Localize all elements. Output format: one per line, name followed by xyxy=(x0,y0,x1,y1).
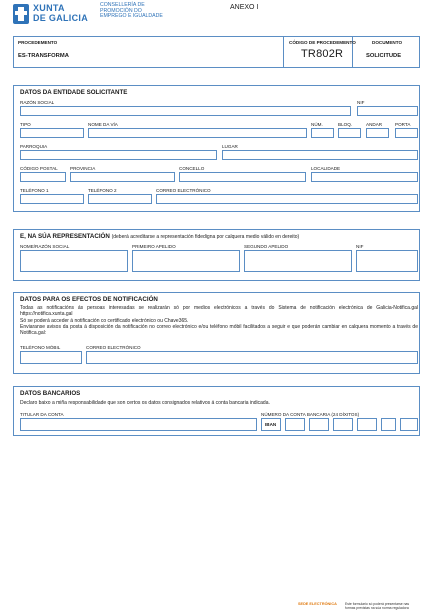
localidade-label: LOCALIDADE xyxy=(311,166,341,171)
iban-group-2[interactable] xyxy=(309,418,329,431)
rep-segundo-apelido-label: SEGUNDO APELIDO xyxy=(244,244,289,249)
applicant-nif-label: NIF xyxy=(357,100,365,105)
rep-primeiro-apelido-field[interactable] xyxy=(132,250,240,272)
concello-label: CONCELLO xyxy=(179,166,205,171)
num-field[interactable] xyxy=(311,128,334,138)
department-line-2: PROMOCIÓN DO xyxy=(100,7,142,14)
department-line-1: CONSELLERÍA DE xyxy=(100,2,145,8)
bank-iban-label: IBAN xyxy=(265,422,277,427)
num-label: NÚM. xyxy=(311,122,323,127)
porta-label: PORTA xyxy=(395,122,411,127)
representation-title xyxy=(20,233,299,241)
porta-field[interactable] xyxy=(395,128,418,138)
annex-label: ANEXO I xyxy=(230,4,259,11)
telefono2-label: TELÉFONO 2 xyxy=(88,188,117,193)
bank-declaration: Declaro baixo a miña responsabilidade que son certos os datos consignados relativos á conta bancaria indicada. xyxy=(20,400,270,406)
rep-nif-field[interactable] xyxy=(356,250,418,272)
tipo-label: TIPO xyxy=(20,122,31,127)
logo-cross-horizontal xyxy=(15,11,27,15)
bank-holder-field[interactable] xyxy=(20,418,257,431)
correo-field[interactable] xyxy=(156,194,418,204)
procedure-value: ES-TRANSFORMA xyxy=(18,53,69,59)
rep-nome-field[interactable] xyxy=(20,250,128,272)
bloq-label: BLOQ. xyxy=(338,122,353,127)
procedure-box xyxy=(13,36,420,68)
bank-title: DATOS BANCARIOS xyxy=(20,390,81,397)
applicant-nif-field[interactable] xyxy=(357,106,418,116)
sede-electronica-logo: SEDE ELECTRÓNICA xyxy=(298,602,337,606)
localidade-field[interactable] xyxy=(311,172,418,182)
notification-paragraph-3: Enviaranse avisos da posta á disposición da notificación no correo electrónico e/ou teléfono móbil facilitados a seguir e que poderán cambiar en calquera momento a través de Notifica.gal: xyxy=(20,324,418,337)
telefono1-field[interactable] xyxy=(20,194,84,204)
telefono2-field[interactable] xyxy=(88,194,152,204)
document-label: DOCUMENTO xyxy=(372,40,403,45)
procedure-divider-1 xyxy=(283,36,284,68)
iban-group-6[interactable] xyxy=(400,418,418,431)
parroquia-field[interactable] xyxy=(20,150,217,160)
logo-line-2: DE GALICIA xyxy=(33,13,89,23)
rep-primeiro-apelido-label: PRIMEIRO APELIDO xyxy=(132,244,176,249)
footer xyxy=(298,602,433,610)
notification-mobile-label: TELÉFONO MÓBIL xyxy=(20,345,61,350)
iban-group-1[interactable] xyxy=(285,418,305,431)
lugar-field[interactable] xyxy=(222,150,418,160)
nome-via-label: NOME DA VÍA xyxy=(88,122,118,127)
razon-social-label: RAZÓN SOCIAL xyxy=(20,100,55,105)
notification-mobile-field[interactable] xyxy=(20,351,82,364)
iban-group-3[interactable] xyxy=(333,418,353,431)
notification-email-field[interactable] xyxy=(86,351,418,364)
razon-social-field[interactable] xyxy=(20,106,351,116)
provincia-label: PROVINCIA xyxy=(70,166,96,171)
logo-line-1: XUNTA xyxy=(33,3,65,13)
rep-nome-label: NOME/RAZÓN SOCIAL xyxy=(20,244,70,249)
iban-group-4[interactable] xyxy=(357,418,377,431)
procedure-label: PROCEDEMENTO xyxy=(18,40,58,45)
notification-paragraph-1: Todas as notificacións ás persoas interesadas se realizarán só por medios electrónicos a través do Sistema de notificación electrónica de Galicia-Notifica.gal https://notifica.xunta.gal xyxy=(20,305,418,318)
concello-field[interactable] xyxy=(179,172,306,182)
provincia-field[interactable] xyxy=(70,172,175,182)
procedure-code-label: CÓDIGO DE PROCEDEMENTO xyxy=(289,40,356,45)
procedure-code-value: TR802R xyxy=(301,48,344,60)
footer-line-1: Este formulario só poderá presentarse nas xyxy=(345,602,410,606)
telefono1-label: TELÉFONO 1 xyxy=(20,188,49,193)
tipo-field[interactable] xyxy=(20,128,84,138)
rep-nif-label: NIF xyxy=(356,244,364,249)
lugar-label: LUGAR xyxy=(222,144,238,149)
bank-account-label: NÚMERO DA CONTA BANCARIA (24 DÍXITOS) xyxy=(261,412,360,417)
codigo-postal-label: CÓDIGO POSTAL xyxy=(20,166,58,171)
notification-title: DATOS PARA OS EFECTOS DE NOTIFICACIÓN xyxy=(20,296,158,303)
department-line-3: EMPREGO E IGUALDADE xyxy=(100,13,163,20)
footer-notice xyxy=(345,602,409,610)
department-name xyxy=(100,3,210,20)
notification-email-label: CORREO ELECTRÓNICO xyxy=(86,345,141,350)
document-value: SOLICITUDE xyxy=(366,53,402,59)
footer-line-2: formas previstas na súa norma reguladora xyxy=(345,606,409,610)
xunta-logo-text xyxy=(33,3,88,23)
bank-holder-label: TITULAR DA CONTA xyxy=(20,412,64,417)
iban-group-5[interactable] xyxy=(381,418,396,431)
rep-segundo-apelido-field[interactable] xyxy=(244,250,352,272)
correo-label: CORREO ELECTRÓNICO xyxy=(156,188,211,193)
andar-field[interactable] xyxy=(366,128,389,138)
notification-paragraph-2: Só se poderá acceder á notificación co certificado electrónico ou Chave365. xyxy=(20,318,189,324)
representation-title-text: E, NA SÚA REPRESENTACIÓN xyxy=(20,233,110,240)
nome-via-field[interactable] xyxy=(88,128,307,138)
representation-title-note: (deberá acreditarse a representación fidedigna por calquera medio válido en dereito) xyxy=(111,234,300,240)
applicant-title: DATOS DA ENTIDADE SOLICITANTE xyxy=(20,89,128,96)
andar-label: ANDAR xyxy=(366,122,383,127)
parroquia-label: PARROQUIA xyxy=(20,144,48,149)
bloq-field[interactable] xyxy=(338,128,361,138)
codigo-postal-field[interactable] xyxy=(20,172,66,182)
